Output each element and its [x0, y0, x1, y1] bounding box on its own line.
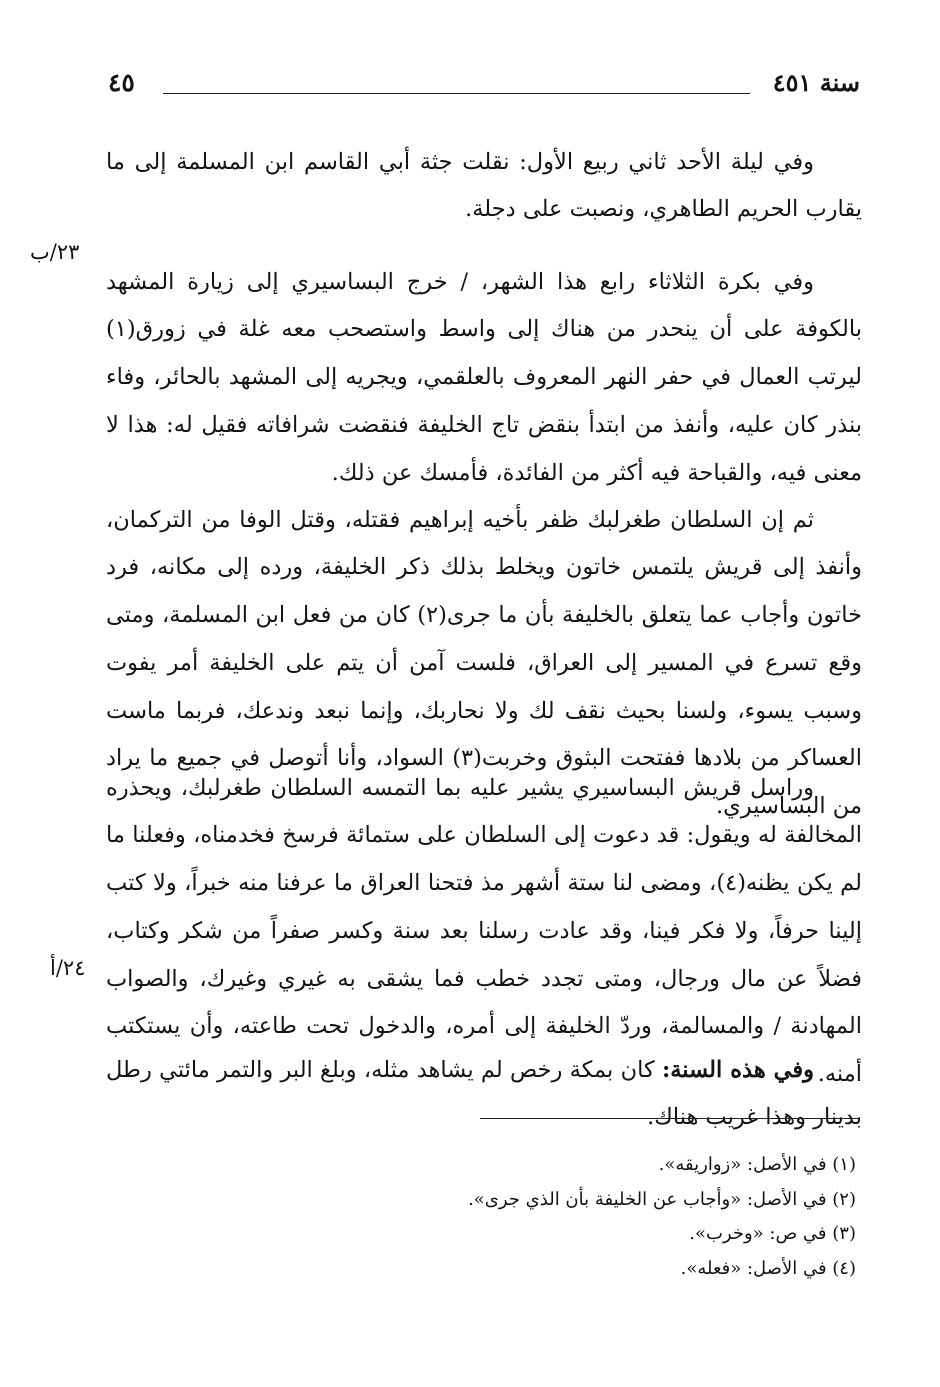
paragraph: [106, 1047, 862, 1143]
footnote-rule: [480, 1118, 858, 1119]
running-head: سنة ٤٥١: [772, 68, 860, 97]
footnote: (٤) في الأصل: «فعله».: [680, 1257, 856, 1279]
footnote: (٣) في ص: «وخرب».: [689, 1223, 856, 1244]
page-header: [108, 62, 860, 102]
paragraph-text: كان بمكة رخص لم يشاهد مثله، وبلغ البر والتمر مائتي رطل بدينار وهذا غريب هناك.: [106, 1056, 862, 1131]
paragraph: وفي ليلة الأحد ثاني ربيع الأول: نقلت جثة أبي القاسم ابن المسلمة إلى ما يقارب الحريم الطاهري، ونصبت على دجلة.: [106, 148, 862, 223]
footnote: (٢) في الأصل: «وأجاب عن الخليفة بأن الذي جرى».: [468, 1188, 856, 1210]
paragraph: وفي بكرة الثلاثاء رابع هذا الشهر، / خرج البساسيري إلى زيارة المشهد بالكوفة على أن ينحدر من هناك إلى واسط واستصحب معه غلة في زورق(١) ليرتب العمال في حفر النهر المعروف بالعلقمي، ويجريه إلى المشهد بالحائر، وفاء بنذر كان عليه، وأنفذ من ابتدأ بنقض تاج الخليفة فنقضت شرافاته فقيل له: هذا لا معنى فيه، والقباحة فيه أكثر من الفائدة، فأمسك عن ذلك.: [106, 268, 862, 486]
footnote: (١) في الأصل: «زواريقه».: [658, 1154, 856, 1175]
margin-folio-note: ٢٤/أ: [50, 956, 86, 980]
footnotes: [468, 1148, 856, 1286]
bold-lead-phrase: وفي هذه السنة:: [661, 1056, 814, 1083]
paragraph: ثم إن السلطان طغرلبك ظفر بأخيه إبراهيم فقتله، وقتل الوفا من التركمان، وأنفذ إلى قريش يلتمس خاتون ويخلط بذلك ذكر الخليفة، ورده إلى مكانه، فرد خاتون وأجاب عما يتعلق بالخليفة بأن ما جرى(٢) كان من فعل ابن المسلمة، ومتى وقع تسرع في المسير إلى العراق، فلست آمن أن يتم على الخليفة أمر يفوت وسبب يسوء، ولسنا بحيث نقف لك ولا نحاربك، وإنما نبعد وندعك، فربما ماست العساكر من بلادها ففتحت البثوق وخربت(٣) السواد، وأنا أتوصل في جميع ما يراد من البساسيري.: [106, 506, 863, 820]
paragraph: وراسل قريش البساسيري يشير عليه بما التمسه السلطان طغرلبك، ويحذره المخالفة له ويقول: قد دعوت إلى السلطان على ستمائة فرسخ فخدمناه، وفعلنا ما لم يكن يظنه(٤)، ومضى لنا ستة أشهر مذ فتحنا العراق ما عرفنا منه خبراً، ولا كتب إلينا حرفاً، ولا فكر فينا، وقد عادت رسلنا بعد سنة وكسر صفراً من شكر وكتاب، فضلاً عن مال ورجال، ومتى تجدد خطب فما يشقى به غيري وغيرك، والصواب المهادنة / والمسالمة، وردّ الخليفة إلى أمره، والدخول تحت طاعته، وأن يستكتب أمنه.: [106, 774, 862, 1088]
page-number: ٤٥: [108, 68, 135, 97]
margin-folio-note: ٢٣/ب: [30, 240, 80, 264]
header-rule: [163, 93, 750, 94]
